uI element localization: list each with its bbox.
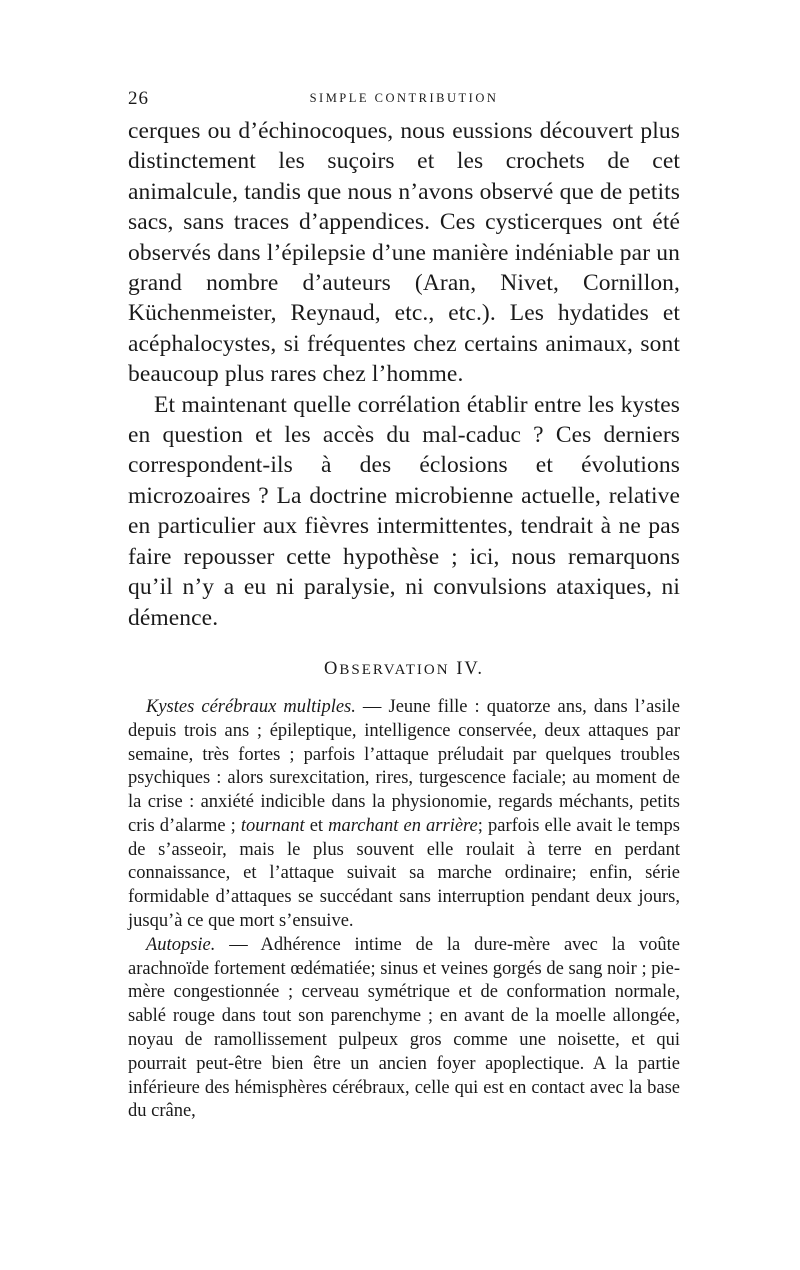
kystes-tournant: tournant	[240, 815, 305, 836]
observation-heading-initial: O	[324, 658, 340, 679]
observation-heading	[128, 659, 680, 680]
paragraph-correlation: Et maintenant quelle corrélation établir entre les kystes en question et les accès du mal-caduc ? Ces derniers correspondent-ils à des éclosions et évolutions microzoaires ? La doctrine microbienne actuelle, relative en particulier aux fièvres intermittentes, tendrait à ne pas faire repousser cette hypothèse ; ici, nous remarquons qu’il n’y a eu ni paralysie, ni convulsions ataxiques, ni démence.	[128, 391, 680, 631]
autopsie-text: — Adhérence intime de la dure-mère avec la voûte arachnoïde fortement œdématiée; sinus et veines gorgés de sang noir ; pie-mère congestionnée ; cerveau symétrique et de conformation normale, sablé rouge dans tout son parenchyme ; en avant de la moelle allongée, noyau de ramollissement pulpeux gros comme une noisette, et qui pourrait peut-être bien être un ancien foyer apoplectique. A la partie inférieure des hémisphères cérébraux, celle qui est en contact avec la base du crâne,	[128, 934, 680, 1122]
kystes-text-c: en	[398, 815, 427, 836]
page-number: 26	[128, 88, 149, 109]
observation-heading-rest: BSERVATION	[339, 661, 450, 678]
kystes-text-b: et	[304, 815, 329, 836]
kystes-marchant: marchant	[328, 815, 399, 836]
paragraph-cysticerques: cerques ou d’échinocoques, nous eussions découvert plus distinctement les suçoirs et les crochets de cet animalcule, tandis que nous n’avons observé que de petits sacs, sans traces d’appendices. Ces cysticerques ont été observés dans l’épilepsie d’une manière indéniable par un grand nombre d’auteurs (Aran, Nivet, Cornillon, Küchenmeister, Reynaud, etc., etc.). Les hydatides et acéphalocystes, si fréquentes chez certains animaux, sont beaucoup plus rares chez l’homme.	[128, 118, 680, 388]
page-header	[128, 88, 680, 114]
paragraph-kystes	[128, 696, 680, 934]
body-text	[128, 116, 680, 1124]
kystes-text-d: ; parfois elle avait le temps de s’asseoir, mais le plus souvent elle roulait à terre en perdant connaissance, et l’attaque suivait sa marche ordinaire; enfin, série formidable d’attaques se succédant sans interruption pendant deux jours, jusqu’à ce que mort s’ensuive.	[128, 815, 680, 932]
kystes-text-a: — Jeune fille : quatorze ans, dans l’asile depuis trois ans ; épileptique, intelligence conservée, deux attaques par semaine, très fortes ; parfois l’attaque préludait par quelques troubles psychiques : alors surexcitation, rires, turgescence faciale; au moment de la crise : anxiété indicible dans la physionomie, regards méchants, petits cris d’alarme ;	[128, 696, 680, 836]
running-head: SIMPLE CONTRIBUTION	[309, 91, 499, 105]
observation-number: IV.	[456, 658, 484, 679]
autopsie-title: Autopsie.	[146, 934, 216, 955]
kystes-title: Kystes cérébraux multiples.	[146, 696, 356, 717]
kystes-arriere: arrière	[426, 815, 478, 836]
paragraph-autopsie	[128, 934, 680, 1124]
book-page	[128, 88, 680, 1124]
